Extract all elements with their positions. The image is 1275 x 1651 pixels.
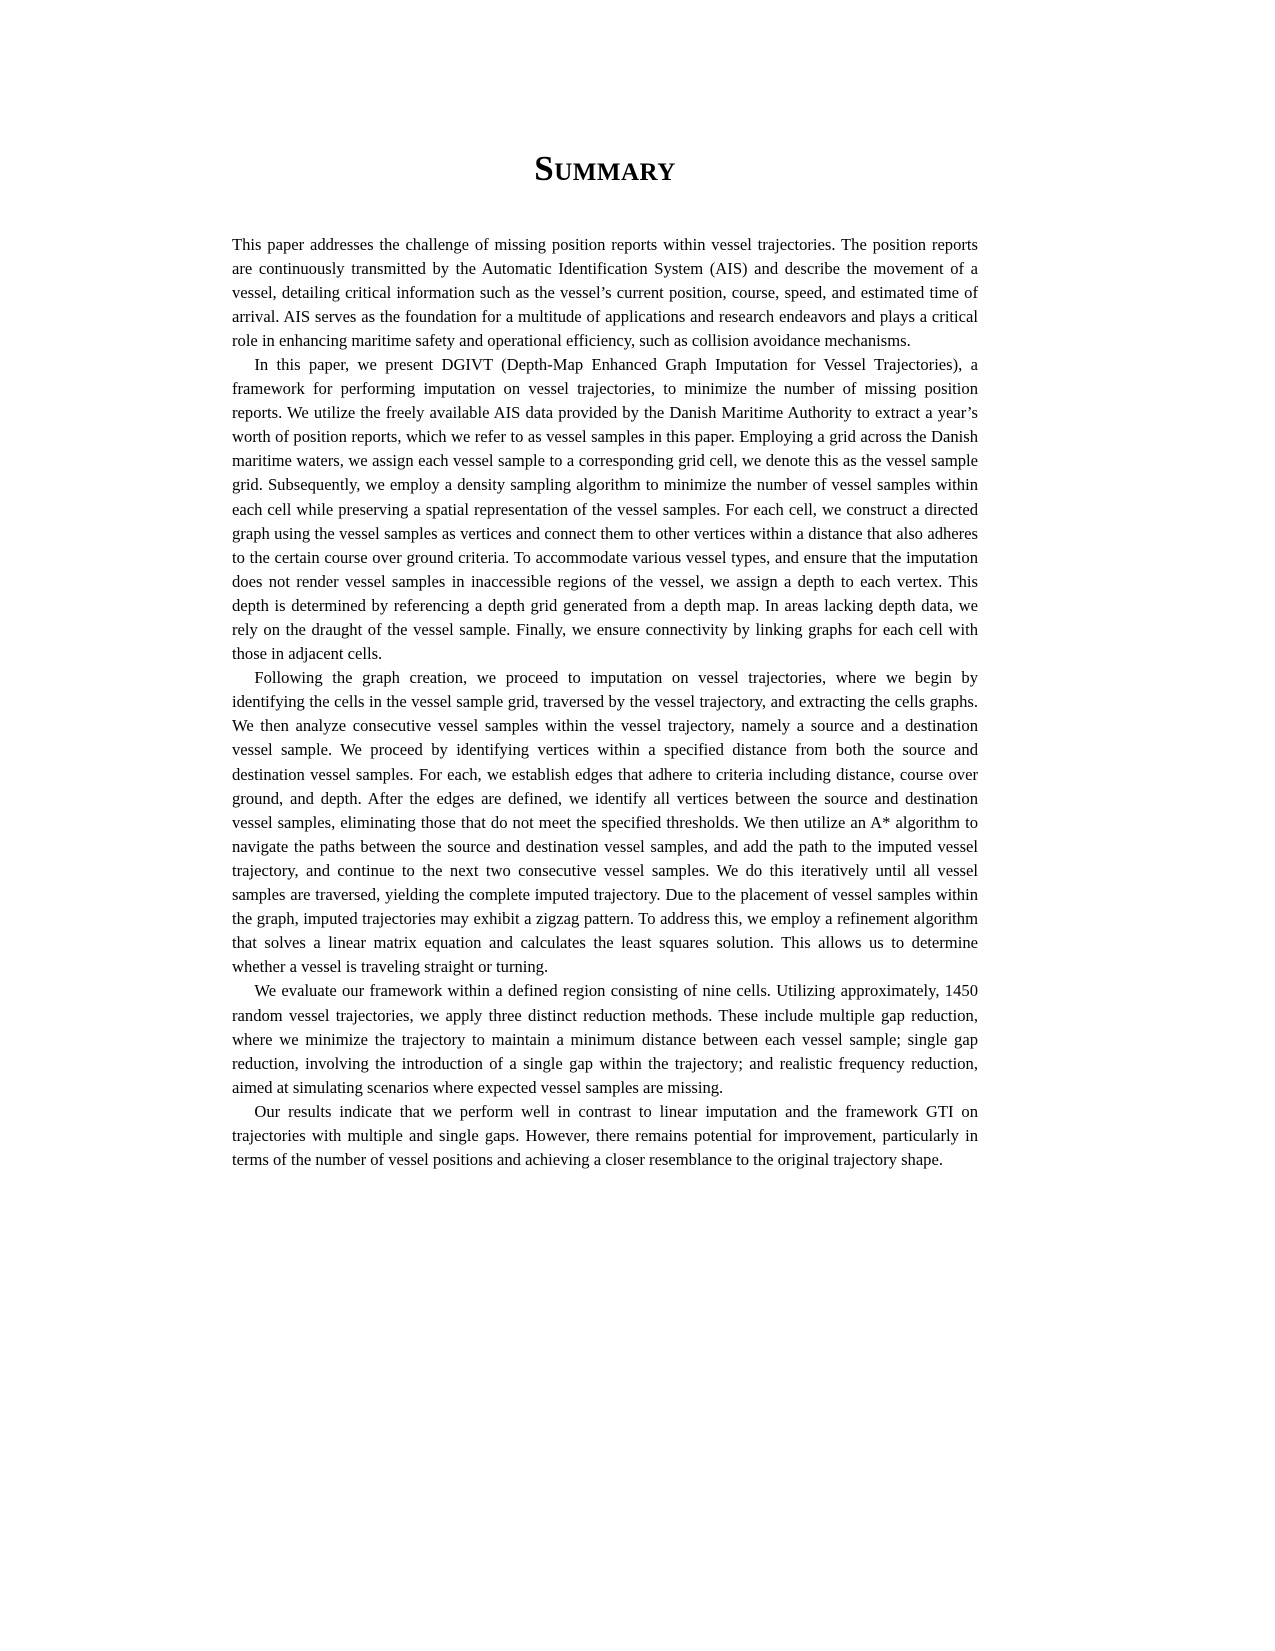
paragraph: Our results indicate that we perform well in contrast to linear imputation and the framework GTI on trajectories with multiple and single gaps. However, there remains potential for improvement, particularly in terms of the number of vessel positions and achieving a closer resemblance to the original trajectory shape. xyxy=(232,1101,978,1170)
paragraph: We evaluate our framework within a defined region consisting of nine cells. Utilizing approximately, 1450 random vessel trajectories, we apply three distinct reduction methods. These include multiple gap reduction, where we minimize the trajectory to maintain a minimum distance between each vessel sample; single gap reduction, involving the introduction of a single gap within the trajectory; and realistic frequency reduction, aimed at simulating scenarios where expected vessel samples are missing. xyxy=(232,981,978,1097)
page-content xyxy=(232,150,978,1172)
paragraph: In this paper, we present DGIVT (Depth-Map Enhanced Graph Imputation for Vessel Trajectories), a framework for performing imputation on vessel trajectories, to minimize the number of missing position reports. We utilize the freely available AIS data provided by the Danish Maritime Authority to extract a year’s worth of position reports, which we refer to as vessel samples in this paper. Employing a grid across the Danish maritime waters, we assign each vessel sample to a corresponding grid cell, we denote this as the vessel sample grid. Subsequently, we employ a density sampling algorithm to minimize the number of vessel samples within each cell while preserving a spatial representation of the vessel samples. For each cell, we construct a directed graph using the vessel samples as vertices and connect them to other vertices within a distance that also adheres to the certain course over ground criteria. To accommodate various vessel types, and ensure that the imputation does not render vessel samples in inaccessible regions of the vessel, we assign a depth to each vertex. This depth is determined by referencing a depth grid generated from a depth map. In areas lacking depth data, we rely on the draught of the vessel sample. Finally, we ensure connectivity by linking graphs for each cell with those in adjacent cells. xyxy=(232,354,978,664)
summary-body xyxy=(232,233,978,1173)
paragraph: Following the graph creation, we proceed to imputation on vessel trajectories, where we begin by identifying the cells in the vessel sample grid, traversed by the vessel trajectory, and extracting the cells graphs. We then analyze consecutive vessel samples within the vessel trajectory, namely a source and a destination vessel sample. We proceed by identifying vertices within a specified distance from both the source and destination vessel samples. For each, we establish edges that adhere to criteria including distance, course over ground, and depth. After the edges are defined, we identify all vertices between the source and destination vessel samples, eliminating those that do not meet the specified thresholds. We then utilize an A* algorithm to navigate the paths between the source and destination vessel samples, and add the path to the imputed vessel trajectory, and continue to the next two consecutive vessel samples. We do this iteratively until all vessel samples are traversed, yielding the complete imputed trajectory. Due to the placement of vessel samples within the graph, imputed trajectories may exhibit a zigzag pattern. To address this, we employ a refinement algorithm that solves a linear matrix equation and calculates the least squares solution. This allows us to determine whether a vessel is traveling straight or turning. xyxy=(232,668,978,977)
paragraph: This paper addresses the challenge of missing position reports within vessel trajectories. The position reports are continuously transmitted by the Automatic Identification System (AIS) and describe the movement of a vessel, detailing critical information such as the vessel’s current position, course, speed, and estimated time of arrival. AIS serves as the foundation for a multitude of applications and research endeavors and plays a critical role in enhancing maritime safety and operational efficiency, such as collision avoidance mechanisms. xyxy=(232,234,978,350)
page-title: Summary xyxy=(534,149,676,188)
